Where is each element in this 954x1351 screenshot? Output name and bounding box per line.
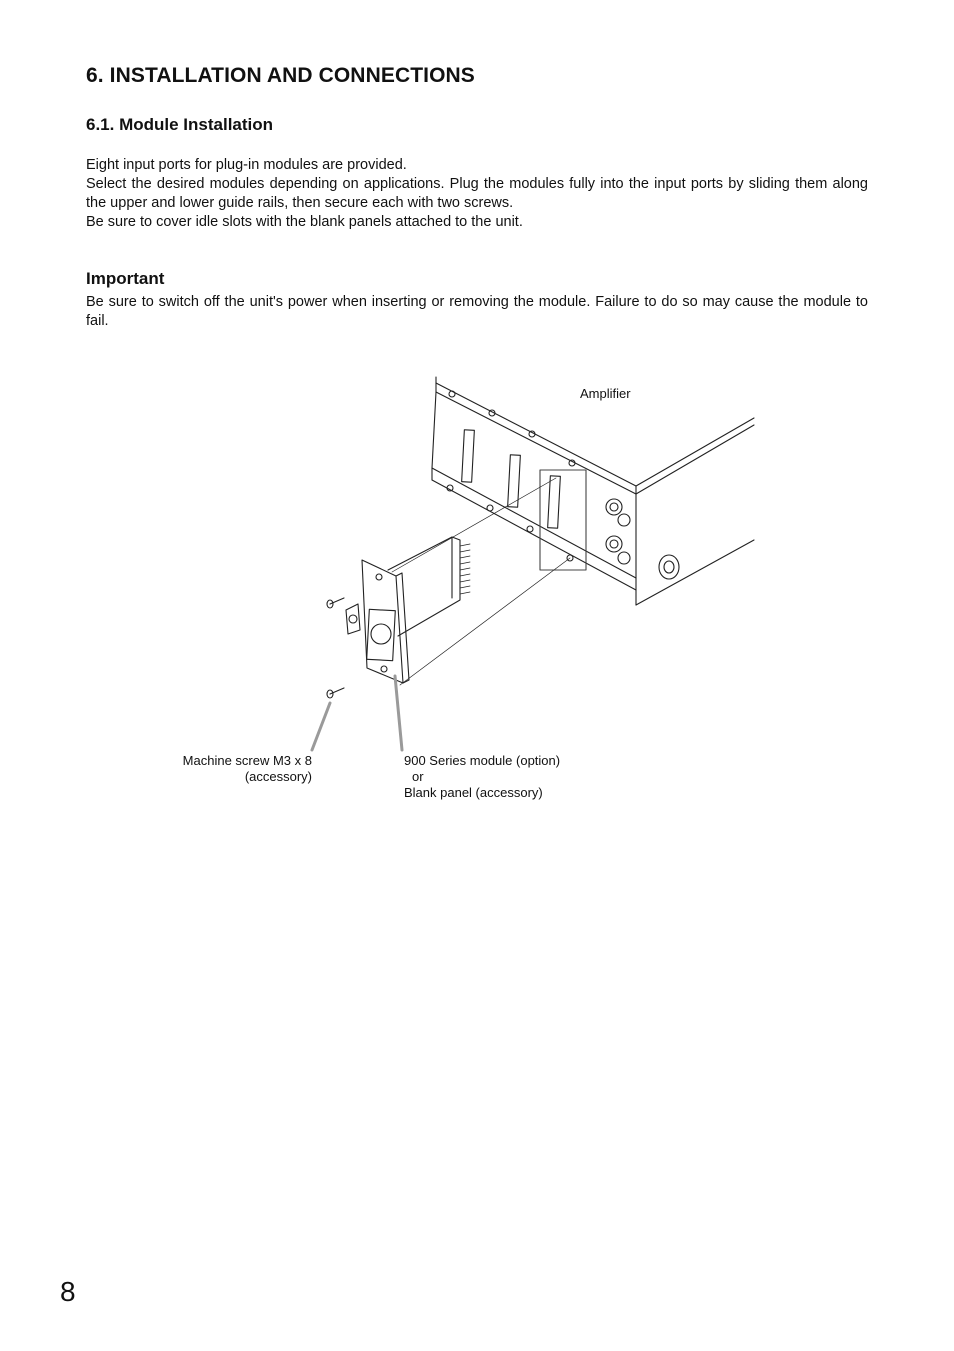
module-slots [447, 391, 586, 570]
module-card [388, 537, 470, 636]
section-title: 6.1. Module Installation [86, 115, 274, 134]
module-label [404, 753, 560, 801]
amplifier-label: Amplifier [580, 386, 631, 401]
module-label-line1: 900 Series module (option) [404, 753, 561, 768]
amplifier-rear-panel [432, 377, 754, 605]
page-heading: 6. INSTALLATION AND CONNECTIONS [86, 64, 475, 87]
important-text: Be sure to switch off the unit's power when inserting or removing the module. Failure to do so may cause the module to fail. [86, 294, 868, 329]
screw-label-line1: Machine screw M3 x 8 [182, 753, 312, 768]
paragraph-blank-panels: Be sure to cover idle slots with the blank panels attached to the unit. [86, 214, 523, 230]
important-title: Important [86, 269, 165, 288]
page-number: 8 [60, 1276, 76, 1307]
module-front-panel [346, 560, 409, 683]
screws [327, 598, 344, 698]
paragraph-instructions: Select the desired modules depending on applications. Plug the modules fully into the input ports by sliding them along the upper and lower guide rails, then secure each with two screws. [86, 176, 868, 211]
screw-label [140, 753, 312, 785]
screw-label-line2: (accessory) [244, 769, 312, 784]
module-label-line2: or [412, 769, 424, 784]
paragraph-intro: Eight input ports for plug-in modules are provided. [86, 157, 407, 173]
amplifier-connectors [606, 499, 679, 579]
module-label-line3: Blank panel (accessory) [404, 785, 543, 800]
